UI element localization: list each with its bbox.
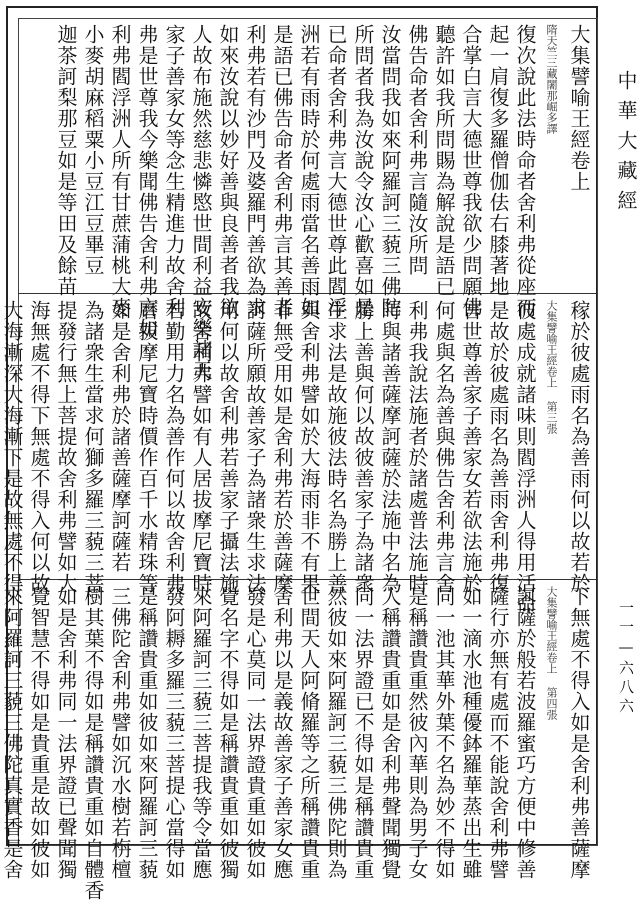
text-column: 人稱讚貴重如是舍利弗聲聞獨覺 [378,586,402,880]
text-column: 訶薩所願故善家子為諸衆生求法 [243,300,267,594]
text-column: 人故布施然慈悲憐愍世間利益安樂諸天 [189,24,213,381]
text-column: 利弗我說法施者於諸處普法施時 [405,300,429,594]
running-header-column: 大集譬喻王經卷上 第三張 [545,300,558,434]
text-column: 薩行亦無有處而不能說舍利弗譬 [486,586,510,880]
text-column: 已命者舍利弗言大德世尊此閻浮 [324,24,348,318]
text-column: 世間天人阿脩羅等之所稱讚貴重 [297,586,321,880]
text-column: 勝上善與何以故彼善家子為諸衆 [351,300,375,594]
column-group-bottom [0,586,592,901]
text-column: 覺智慧不得如是貴重是故如彼如 [27,586,51,880]
text-column: 起一肩復多羅僧伽佉右膝著地 [486,24,510,297]
text-column: 小麥胡麻稻粟小豆江豆畢豆 [81,24,105,276]
text-column: 同一池其華外葉不名為妙不得如 [432,586,456,880]
text-column: 訶薩於般若波羅蜜巧方便中修善 [513,586,537,880]
text-column: 生求法是故施彼法時名為勝上善 [324,300,348,594]
text-column: 彼處成就諸味則閻浮洲人得用活命 [513,300,537,615]
text-column: 汝當問我如來阿羅訶三藐三佛陀 [378,24,402,318]
text-column: 樹其葉不得如是稱讚貴重如自體香 [81,586,105,901]
text-column: 故舍利弗譬如有人居拔摩尼寶時 [189,300,213,594]
text-column: 家子善家女等念生精進力故舍利 [162,24,186,318]
text-column: 稼於彼處雨名為善雨何以故若於 [567,300,591,594]
text-column: 是稱讚貴重如彼如來阿羅訶三藐 [135,586,159,880]
text-column: 復次說此法時命者舍利弗從座而 [513,24,537,318]
collection-title: 中華大藏經 [614,70,638,220]
text-column: 是故於彼處雨名為善雨舍利弗復 [486,300,510,594]
running-header-column: 隋天竺三藏闍那崛多譯 [545,24,558,134]
running-header-column: 大集譬喻王經卷上 第四張 [545,586,558,720]
text-column: 發是心莫同一法界證貴重如彼如 [243,586,267,880]
text-column: 洲若有雨時於何處雨當名善雨如 [297,24,321,318]
text-column: 如來汝說以妙好善與良善者我欲 [216,24,240,318]
text-column: 覺名字不得如是稱讚貴重如彼獨 [216,586,240,880]
text-column: 弗是世尊我今樂聞佛告舍利弗言如 [135,24,159,339]
text-column: 非無受用如是舍利弗若於善薩摩 [270,300,294,594]
text-column: 合掌白言大德世尊我欲少問願佛 [459,24,483,318]
text-column: 聽許如我所問賜為解說是語已 [432,24,456,297]
text-column: 時與諸善薩摩訶薩於法施中名為 [378,300,402,594]
text-column: 海無處不得下無處不得入何以故 [27,300,51,594]
text-column: 來阿羅訶三藐三佛陀真實香是舍 [0,586,24,880]
text-column: 提發行無上菩提故舍利弗譬如大 [54,300,78,594]
text-column: 來阿羅訶三藐三菩提我等令當應 [189,586,213,880]
text-column: 大集譬喻王經卷上 [567,24,591,192]
text-panel-middle [0,298,594,615]
text-column: 與舍利弗譬如於大海雨非不有果 [297,300,321,594]
text-panel-bottom [0,584,594,901]
text-column: 磨拔摩尼寶時價作百千水精珠等 [135,300,159,594]
text-column: 迦茶訶梨那豆如是等田及餘苗 [54,24,78,297]
text-column: 所問者我為汝說令汝心歡喜如是 [351,24,375,318]
text-column: 然彼如來阿羅訶三藐三佛陀則為 [324,586,348,880]
text-column: 是稱讚貴重然彼內華則為男子女 [405,586,429,880]
text-column: 用何以故舍利弗若善家子攝法施 [216,300,240,594]
text-column: 發阿耨多羅三藐三菩提心當得如 [162,586,186,880]
text-column: 利弗若有沙門及婆羅門善欲為求 [243,24,267,318]
text-column: 同一法界證已不得如是稱讚貴重 [351,586,375,880]
text-column: 如是舍利弗同一法界證已聲聞獨 [54,586,78,880]
text-column: 佛告命者舍利弗言隨汝所問 [405,24,429,276]
page-frame [0,6,598,901]
text-column: 言世尊善家子善家女若欲法施於 [459,300,483,594]
text-column: 三佛陀舍利弗譬如沉水樹若栴檀 [108,586,132,880]
text-column: 如一滴水池種優鉢羅華蒸出生雖 [459,586,483,880]
text-column: 舍利弗以是義故善家子善家女應 [270,586,294,880]
page-number: 一一—六八六 [617,600,635,717]
text-column: 若勤用力名為善作何以故舍利弗 [162,300,186,594]
text-column: 是語已佛告命者舍利弗言其善者 [270,24,294,318]
text-column: 如是舍利弗於諸善薩摩訶薩若 [108,300,132,573]
column-group-middle [0,300,592,615]
text-column: 利弗閻浮洲人所有甘蔗蒲桃大麥 [108,24,132,318]
text-column: 何處與名為善與佛告舍利弗言舍 [432,300,456,594]
text-column: 下無處不得入如是舍利弗善薩摩 [567,586,591,880]
text-column: 為諸衆生當求何獅多羅三藐三菩 [81,300,105,594]
text-column: 大海漸深大海漸下是故無處不得 [0,300,24,594]
